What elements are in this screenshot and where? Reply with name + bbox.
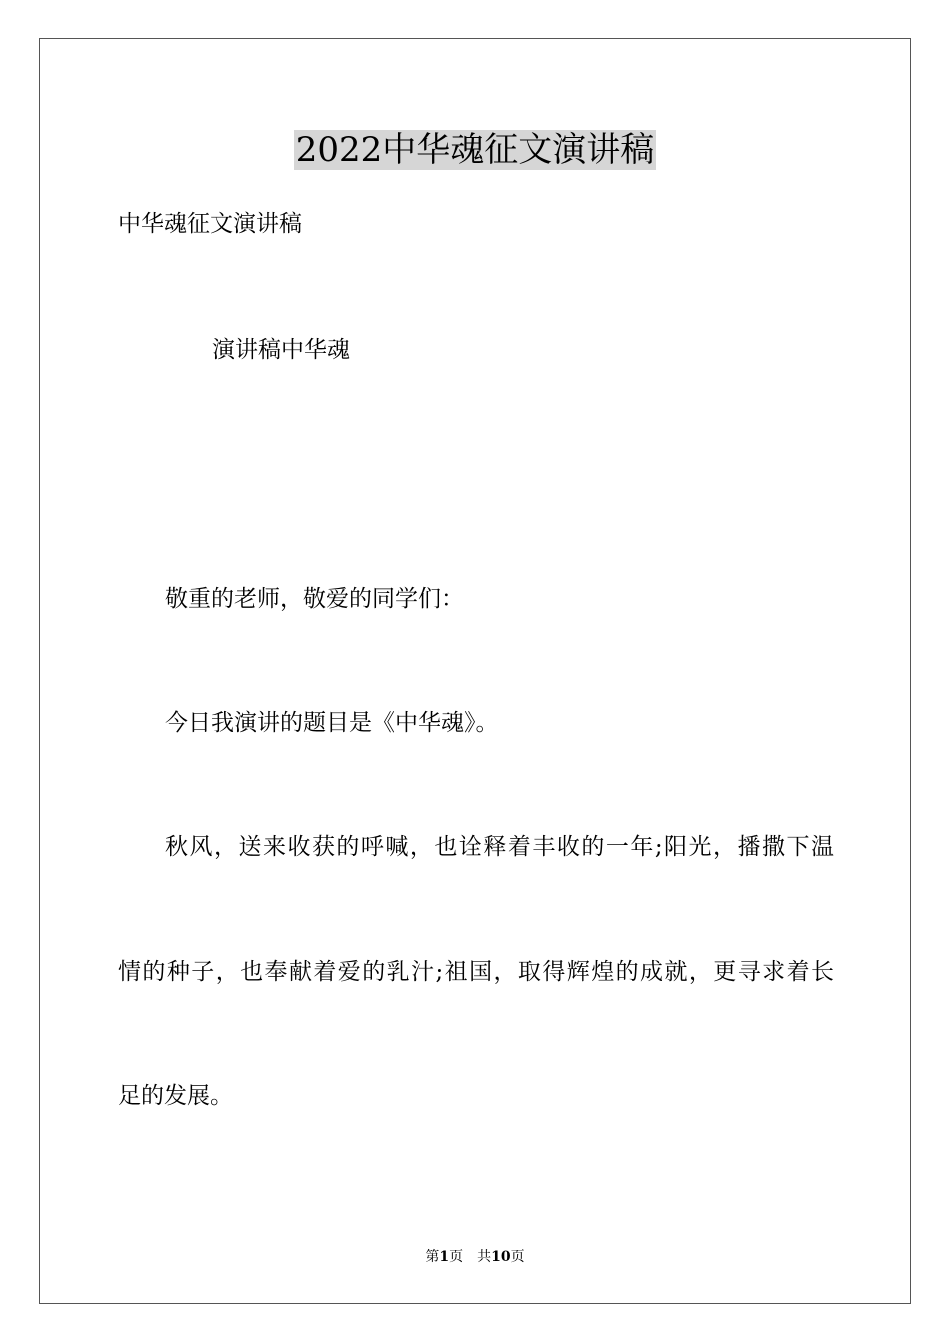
document-title (0, 128, 950, 172)
total-pages: 10 (491, 1249, 511, 1265)
document-subtitle: 中华魂征文演讲稿 (118, 211, 302, 237)
paragraph-line: 秋风，送来收获的呼喊，也诠释着丰收的一年;阳光，播撒下温 (165, 834, 834, 860)
paragraph-line: 情的种子，也奉献着爱的乳汁;祖国，取得辉煌的成就，更寻求着长 (118, 959, 834, 985)
page-prefix: 第 (425, 1249, 440, 1265)
topic-line: 今日我演讲的题目是《中华魂》。 (165, 710, 499, 736)
keywords-line: 演讲稿中华魂 (212, 337, 350, 363)
document-title-text: 2022中华魂征文演讲稿 (295, 130, 655, 170)
paragraph-line: 足的发展。 (118, 1083, 233, 1109)
total-suffix: 页 (510, 1249, 525, 1265)
page-footer (0, 1247, 950, 1267)
total-prefix: 共 (477, 1249, 492, 1265)
page-suffix: 页 (449, 1249, 464, 1265)
page-number: 1 (439, 1249, 450, 1265)
greeting-line: 敬重的老师，敬爱的同学们： (165, 586, 464, 612)
